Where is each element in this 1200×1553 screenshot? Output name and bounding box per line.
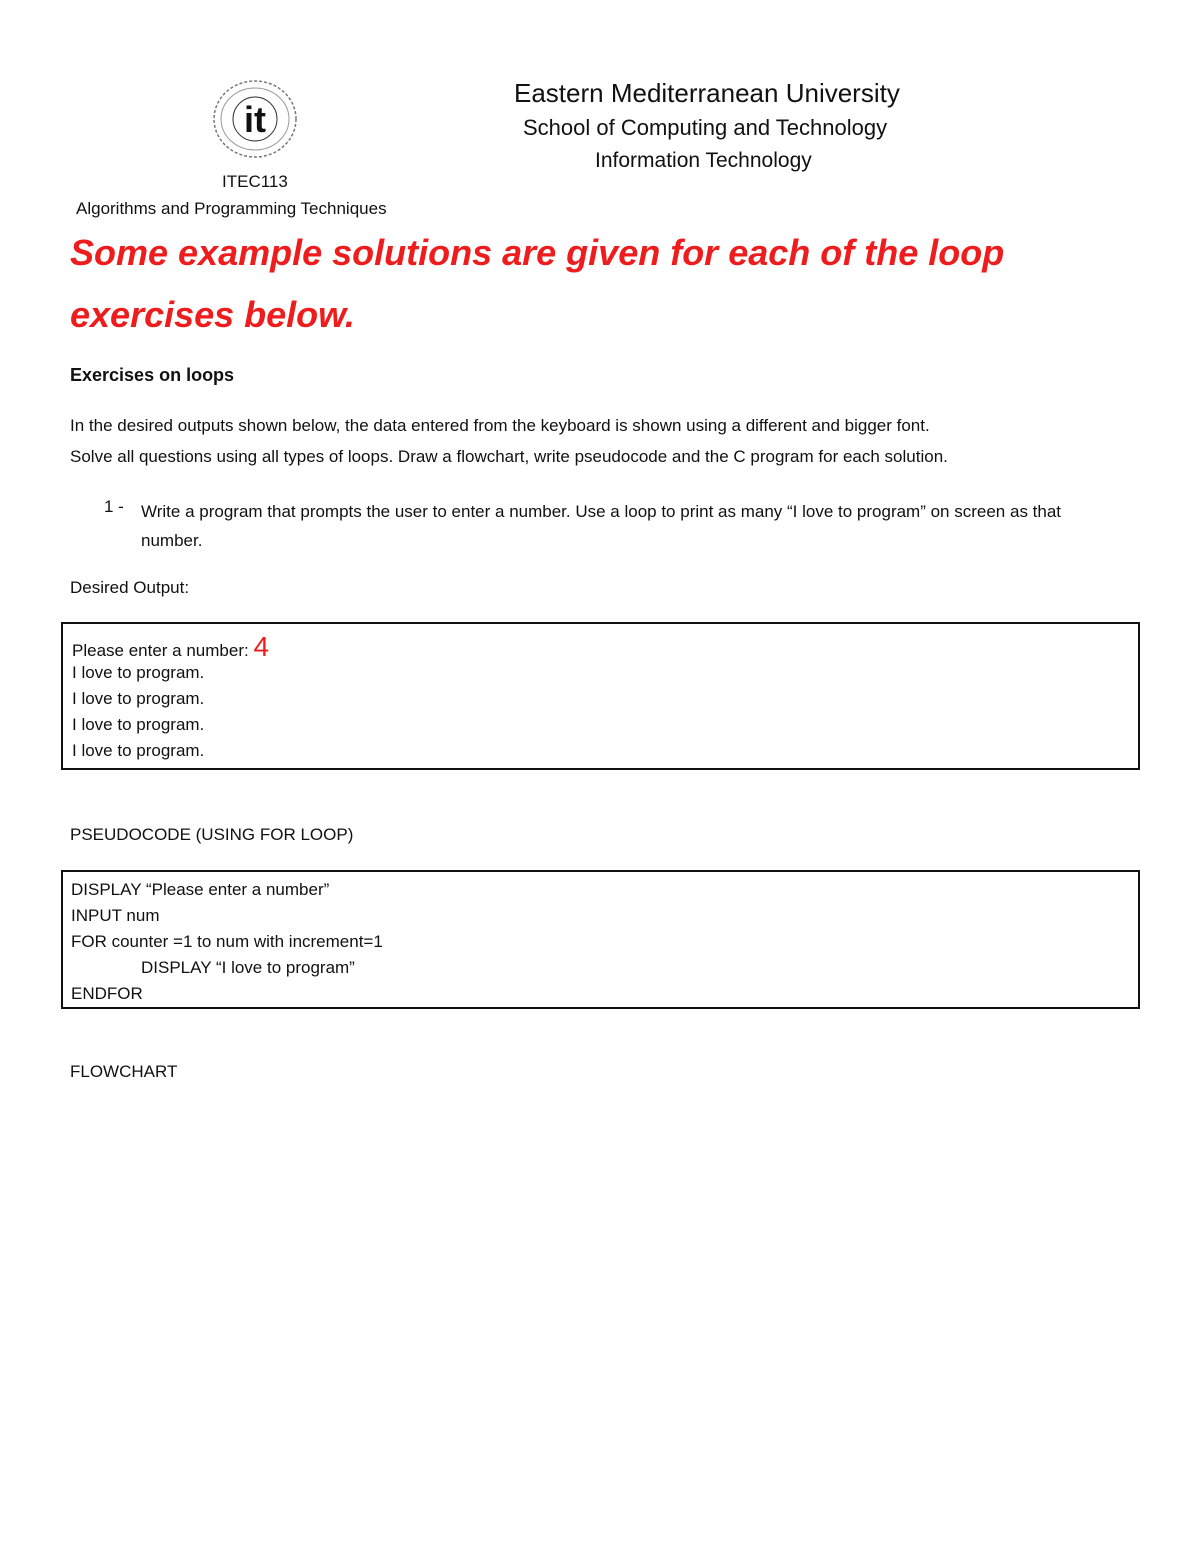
pseudocode-line: DISPLAY “I love to program” — [141, 958, 355, 977]
course-name: Algorithms and Programming Techniques — [76, 199, 387, 218]
output-prompt-line — [72, 631, 1129, 662]
output-line: I love to program. — [72, 741, 205, 760]
pseudocode-line: ENDFOR — [71, 984, 143, 1003]
section-heading: Exercises on loops — [70, 365, 235, 385]
pseudocode-label: PSEUDOCODE (USING FOR LOOP) — [70, 825, 354, 844]
university-name: Eastern Mediterranean University — [514, 78, 900, 108]
output-line: I love to program. — [72, 715, 205, 734]
university-logo — [211, 78, 299, 160]
intro-line-2: Solve all questions using all types of loops. Draw a flowchart, write pseudocode and the C program for each solution. — [70, 447, 948, 466]
output-line: I love to program. — [72, 689, 205, 708]
course-code: ITEC113 — [222, 172, 288, 191]
question-number: 1 - — [104, 497, 124, 516]
logo-text: it — [244, 99, 266, 140]
pseudocode-line: DISPLAY “Please enter a number” — [71, 880, 330, 899]
pseudocode-line: FOR counter =1 to num with increment=1 — [71, 932, 383, 951]
department-name: Information Technology — [595, 149, 812, 172]
school-name: School of Computing and Technology — [523, 115, 888, 140]
output-prompt: Please enter a number: — [72, 641, 254, 660]
output-input-value: 4 — [253, 631, 270, 662]
intro-line-1: In the desired outputs shown below, the data entered from the keyboard is shown using a different and bigger font. — [70, 416, 930, 435]
question-text: Write a program that prompts the user to enter a number. Use a loop to print as many “I love to program” on screen as that number. — [141, 502, 1062, 550]
output-line: I love to program. — [72, 663, 205, 682]
desired-output-box — [61, 622, 1140, 770]
pseudocode-line: INPUT num — [71, 906, 160, 925]
banner-note: Some example solutions are given for each of the loop exercises below. — [70, 232, 1005, 335]
desired-output-label: Desired Output: — [70, 578, 190, 597]
pseudocode-box — [61, 870, 1140, 1009]
flowchart-label: FLOWCHART — [70, 1062, 178, 1081]
